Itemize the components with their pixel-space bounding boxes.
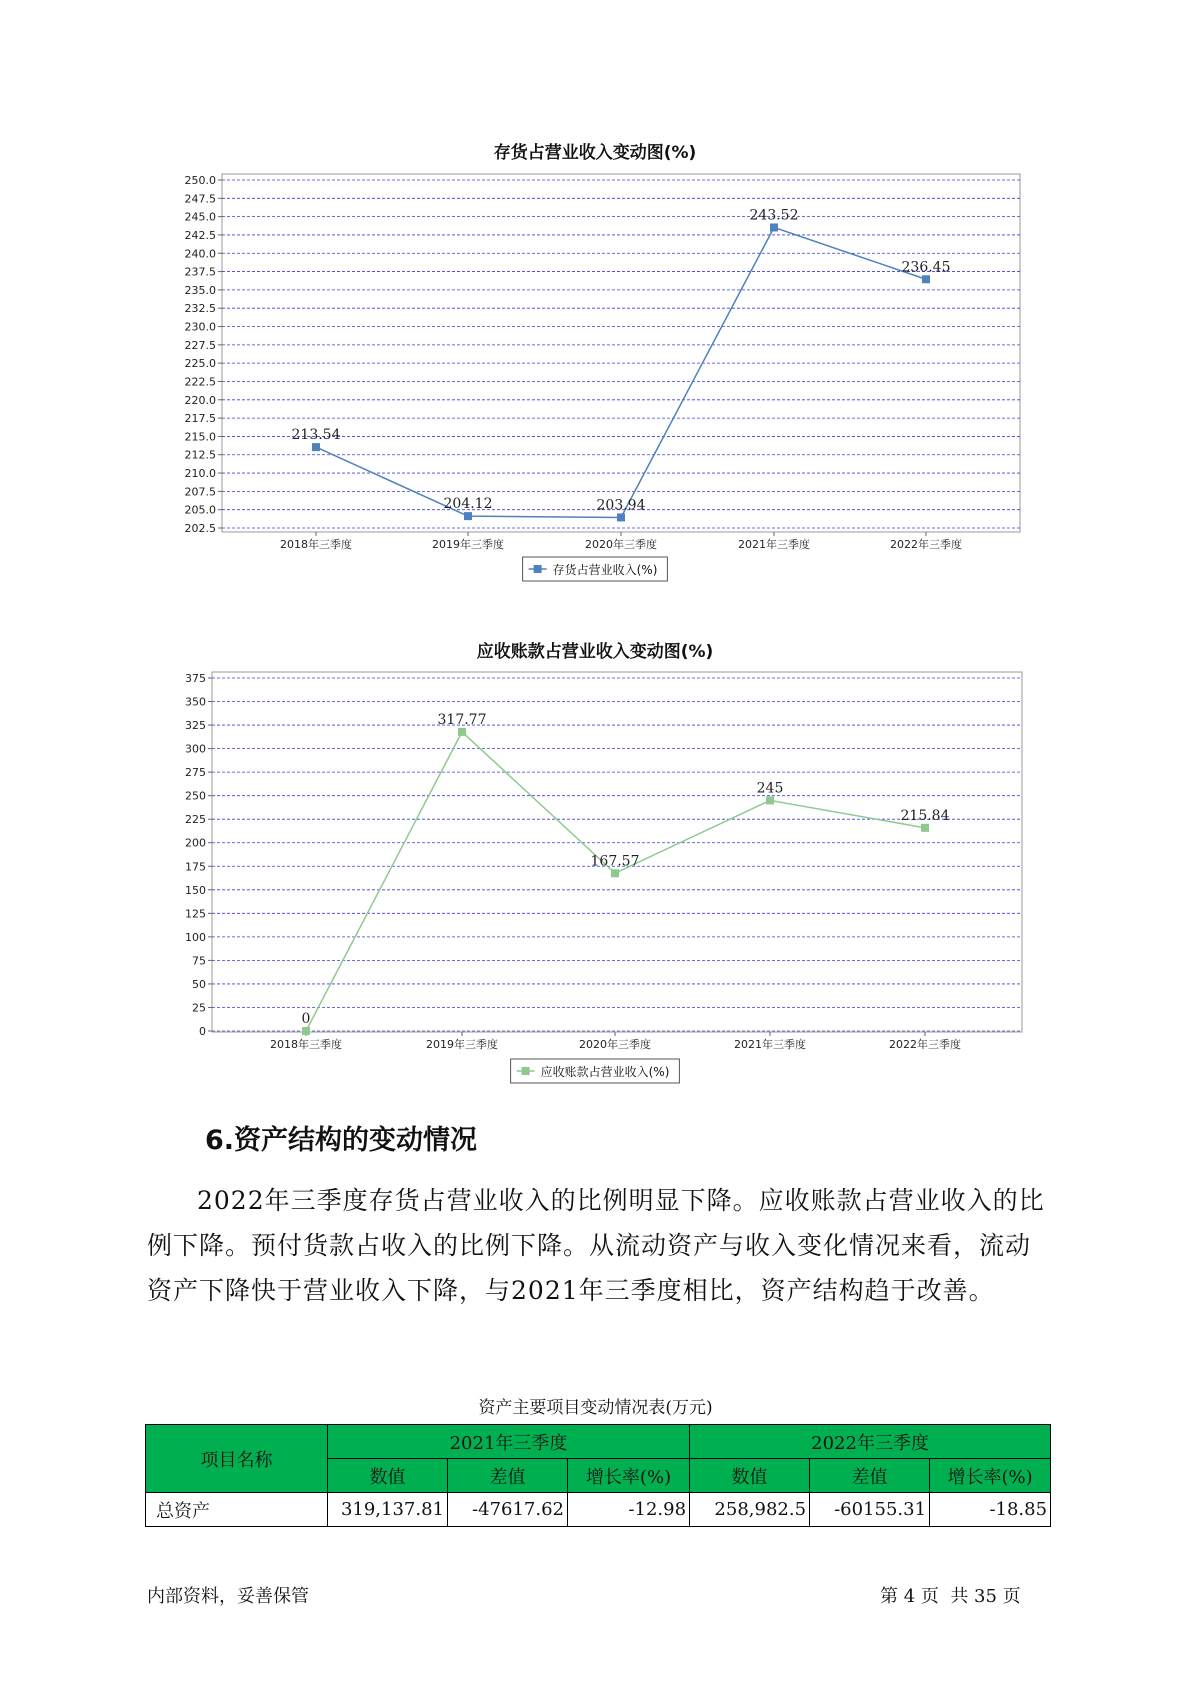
header-value-2022: 数值 xyxy=(690,1459,810,1493)
y-tick-label: 207.5 xyxy=(184,485,216,499)
header-growth-2022: 增长率(%) xyxy=(930,1459,1051,1493)
y-tick-label: 25 xyxy=(192,1001,206,1015)
header-period-2022: 2022年三季度 xyxy=(690,1425,1051,1459)
y-tick-label: 215.0 xyxy=(184,430,216,444)
y-tick-label: 250 xyxy=(185,789,206,803)
cell-value-2022: 258,982.5 xyxy=(690,1493,810,1527)
y-tick-label: 220.0 xyxy=(184,393,216,407)
chart-legend xyxy=(523,557,668,581)
legend-label: 应收账款占营业收入(%) xyxy=(540,1065,670,1079)
table-header-row-1 xyxy=(146,1425,1051,1459)
data-label: 236.45 xyxy=(901,259,951,276)
header-period-2021: 2021年三季度 xyxy=(328,1425,690,1459)
receivables-ratio-chart xyxy=(0,628,1191,1088)
y-tick-label: 225 xyxy=(185,813,206,827)
y-tick-label: 225.0 xyxy=(184,357,216,371)
x-tick-label: 2020年三季度 xyxy=(579,1038,651,1051)
y-tick-label: 210.0 xyxy=(184,467,216,481)
y-tick-label: 232.5 xyxy=(184,302,216,316)
data-label: 0 xyxy=(301,1011,311,1027)
y-tick-label: 245.0 xyxy=(184,210,216,224)
data-point xyxy=(922,275,930,283)
y-tick-label: 325 xyxy=(185,719,206,733)
x-tick-label: 2022年三季度 xyxy=(889,1038,961,1051)
data-point xyxy=(617,513,625,521)
inventory-ratio-chart-svg xyxy=(0,130,1191,590)
data-label: 203.94 xyxy=(596,497,646,514)
data-point xyxy=(464,512,472,520)
x-tick-label: 2018年三季度 xyxy=(280,538,352,551)
header-diff-2022: 差值 xyxy=(810,1459,930,1493)
y-tick-label: 217.5 xyxy=(184,412,216,426)
y-tick-label: 375 xyxy=(185,672,206,685)
data-point xyxy=(611,869,619,877)
data-label: 317.77 xyxy=(437,711,487,728)
y-tick-label: 125 xyxy=(185,907,206,921)
cell-growth-2022: -18.85 xyxy=(930,1493,1051,1527)
footer-confidential: 内部资料，妥善保管 xyxy=(147,1586,309,1607)
data-label: 245 xyxy=(756,780,784,797)
x-tick-label: 2021年三季度 xyxy=(734,1038,806,1051)
header-diff-2021: 差值 xyxy=(448,1459,568,1493)
y-tick-label: 205.0 xyxy=(184,503,216,517)
y-tick-label: 350 xyxy=(185,695,206,709)
x-tick-label: 2019年三季度 xyxy=(426,1038,498,1051)
data-point xyxy=(458,728,466,736)
y-tick-label: 200 xyxy=(185,836,206,850)
data-label: 204.12 xyxy=(443,496,493,513)
y-tick-label: 0 xyxy=(199,1025,206,1038)
y-tick-label: 237.5 xyxy=(184,265,216,279)
row-name: 总资产 xyxy=(146,1493,328,1527)
y-tick-label: 100 xyxy=(185,930,206,944)
data-point xyxy=(766,796,774,804)
y-tick-label: 240.0 xyxy=(184,247,216,261)
data-point xyxy=(921,824,929,832)
receivables-ratio-chart-svg xyxy=(0,628,1191,1088)
chart-title: 存货占营业收入变动图(%) xyxy=(493,143,697,163)
y-tick-label: 150 xyxy=(185,883,206,897)
footer-page-number: 第 4 页 共 35 页 xyxy=(880,1586,1021,1607)
y-tick-label: 275 xyxy=(185,766,206,780)
y-tick-label: 242.5 xyxy=(184,228,216,242)
y-tick-label: 230.0 xyxy=(184,320,216,334)
data-label: 243.52 xyxy=(749,207,799,224)
data-point xyxy=(312,443,320,451)
y-tick-label: 227.5 xyxy=(184,338,216,352)
y-tick-label: 202.5 xyxy=(184,522,216,535)
chart-legend xyxy=(511,1059,680,1083)
legend-marker xyxy=(522,1067,530,1075)
x-tick-label: 2018年三季度 xyxy=(270,1038,342,1051)
y-tick-label: 222.5 xyxy=(184,375,216,389)
plot-area xyxy=(222,174,1020,532)
header-value-2021: 数值 xyxy=(328,1459,448,1493)
inventory-ratio-chart xyxy=(0,130,1191,590)
data-point xyxy=(302,1027,310,1035)
cell-diff-2022: -60155.31 xyxy=(810,1493,930,1527)
header-growth-2021: 增长率(%) xyxy=(568,1459,690,1493)
data-label: 215.84 xyxy=(900,807,950,824)
cell-diff-2021: -47617.62 xyxy=(448,1493,568,1527)
y-tick-label: 250.0 xyxy=(184,174,216,187)
y-tick-label: 247.5 xyxy=(184,192,216,206)
asset-change-table xyxy=(145,1424,1051,1527)
data-label: 167.57 xyxy=(590,853,640,870)
table-row xyxy=(146,1493,1051,1527)
x-tick-label: 2020年三季度 xyxy=(585,538,657,551)
y-tick-label: 300 xyxy=(185,742,206,756)
section-heading: 6.资产结构的变动情况 xyxy=(205,1125,478,1156)
legend-marker xyxy=(534,565,542,573)
y-tick-label: 235.0 xyxy=(184,283,216,297)
legend-label: 存货占营业收入(%) xyxy=(552,563,658,577)
y-tick-label: 175 xyxy=(185,860,206,874)
x-tick-label: 2021年三季度 xyxy=(738,538,810,551)
header-item-name: 项目名称 xyxy=(146,1425,328,1493)
y-tick-label: 212.5 xyxy=(184,448,216,462)
x-tick-label: 2019年三季度 xyxy=(432,538,504,551)
y-tick-label: 50 xyxy=(192,977,206,991)
chart-title: 应收账款占营业收入变动图(%) xyxy=(476,642,714,662)
data-label: 213.54 xyxy=(291,427,341,444)
y-tick-label: 75 xyxy=(192,954,206,968)
data-point xyxy=(770,223,778,231)
table-caption: 资产主要项目变动情况表(万元) xyxy=(478,1398,713,1418)
x-tick-label: 2022年三季度 xyxy=(890,538,962,551)
cell-value-2021: 319,137.81 xyxy=(328,1493,448,1527)
cell-growth-2021: -12.98 xyxy=(568,1493,690,1527)
section-paragraph: 2022年三季度存货占营业收入的比例明显下降。应收账款占营业收入的比例下降。预付货款占收入的比例下降。从流动资产与收入变化情况来看，流动资产下降快于营业收入下降，与2021年三季度相比，资产结构趋于改善。 xyxy=(147,1186,1045,1305)
